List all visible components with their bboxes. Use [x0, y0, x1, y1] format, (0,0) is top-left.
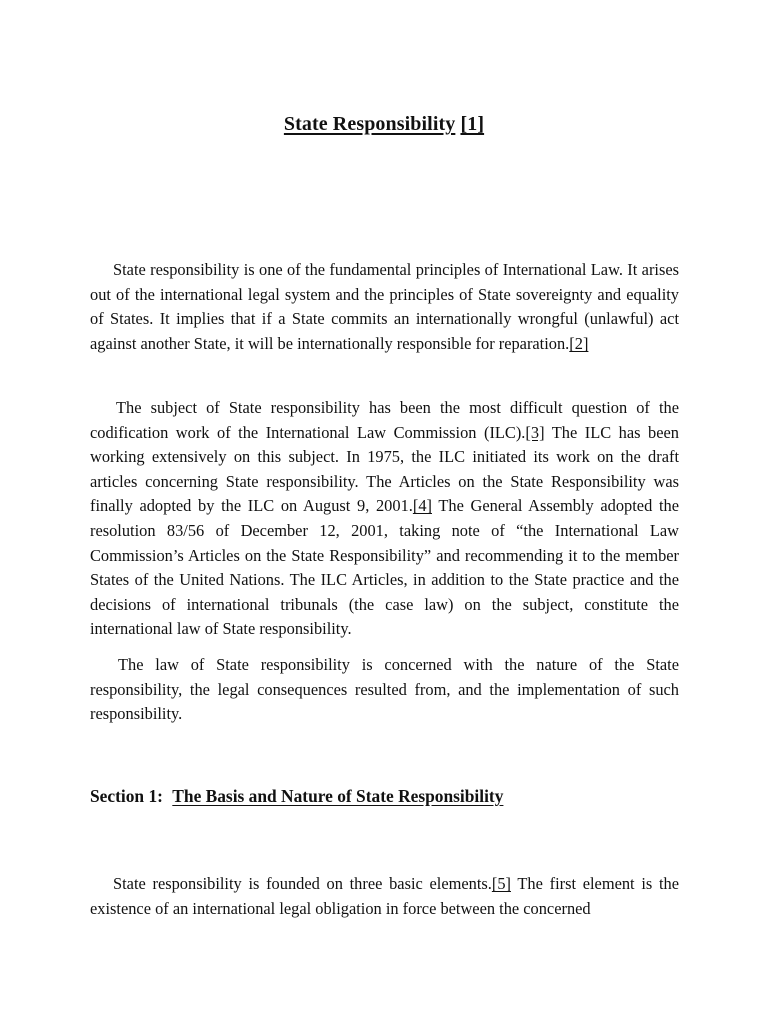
paragraph-basic-elements	[90, 872, 679, 921]
section-title: The Basis and Nature of State Responsibility	[172, 786, 504, 806]
footnote-link-5[interactable]: [5]	[491, 874, 511, 893]
paragraph-text: The ILC has been working extensively on this subject. In 1975, the ILC initiated its work on the draft articles concerning State responsibility. The Articles on the State Responsibility was finally adopted by the ILC on August 9, 2001.	[90, 422, 679, 516]
paragraph-text: The General Assembly adopted the resolution 83/56 of December 12, 2001, taking note of “the International Law Commission’s Articles on the State Responsibility” and recommending it to the member States of the United Nations. The ILC Articles, in addition to the State practice and the decisions of international tribunals (the case law) on the subject, constitute the international law of State responsibility.	[90, 496, 679, 639]
paragraph-text: State responsibility is one of the fundamental principles of International Law. It arises out of the international legal system and the principles of State sovereignty and equality of States. It implies that if a State commits an internationally wrongful (unlawful) act against another State, it will be internationally responsible for reparation.	[90, 260, 679, 353]
section-1-heading	[90, 786, 503, 807]
paragraph-text: State responsibility is founded on three basic elements.	[113, 874, 492, 893]
section-label: Section 1:	[90, 786, 163, 806]
document-title	[0, 113, 768, 136]
paragraph-text: The law of State responsibility is concerned with the nature of the State responsibility, the legal consequences resulted from, and the implementation of such responsibility.	[90, 655, 679, 724]
footnote-link-1[interactable]: [1]	[460, 113, 485, 135]
footnote-link-4[interactable]: [4]	[412, 496, 432, 516]
footnote-link-3[interactable]: [3]	[525, 422, 545, 442]
title-text: State Responsibility	[283, 113, 456, 135]
paragraph-text: The first element is the existence of an international legal obligation in force between the concerned	[90, 874, 679, 918]
paragraph-text: The subject of State responsibility has been the most difficult question of the codification work of the International Law Commission (ILC).	[90, 398, 679, 442]
paragraph-intro	[90, 258, 679, 356]
footnote-link-2[interactable]: [2]	[569, 333, 589, 353]
paragraph-ilc-codification	[90, 396, 679, 642]
paragraph-law-scope	[90, 653, 679, 727]
